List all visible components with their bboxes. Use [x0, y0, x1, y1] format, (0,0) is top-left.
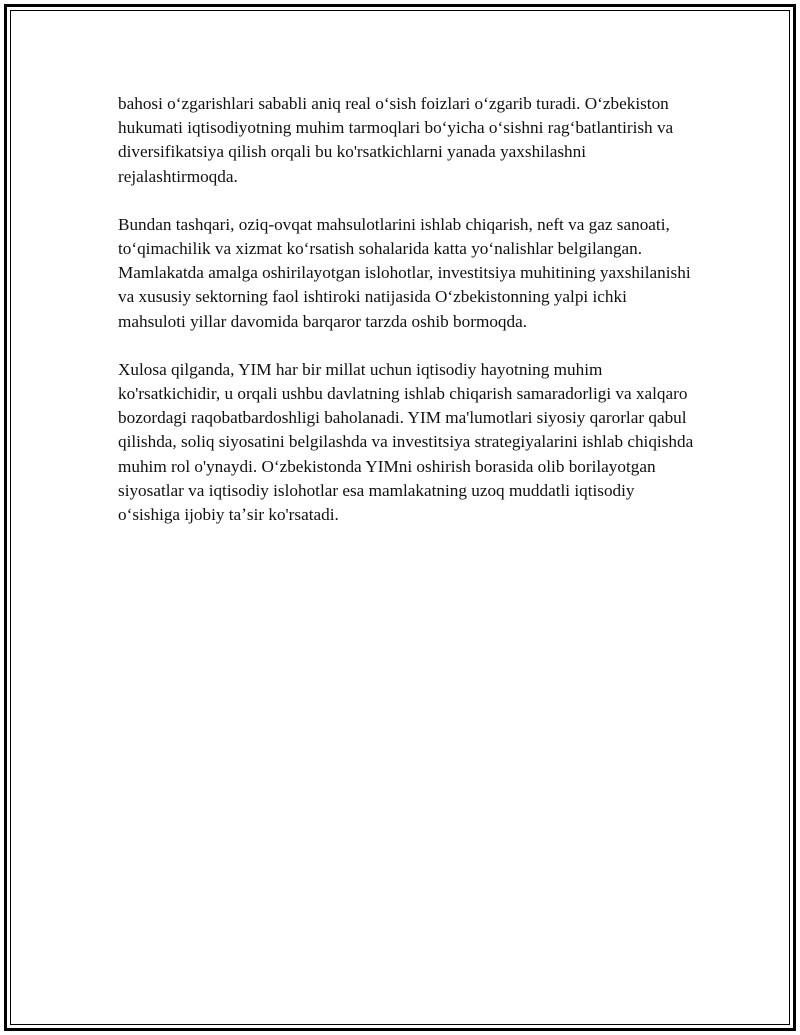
- paragraph-3: Xulosa qilganda, YIM har bir millat uchun iqtisodiy hayotning muhim ko'rsatkichidir, u orqali ushbu davlatning ishlab chiqarish samaradorligi va xalqaro bozordagi raqobatbardoshligi baholanadi. YIM ma'lumotlari siyosiy qarorlar qabul qilishda, soliq siyosatini belgilashda va investitsiya strategiyalarini ishlab chiqishda muhim rol o'ynaydi. Oʻzbekistonda YIMni oshirish borasida olib borilayotgan siyosatlar va iqtisodiy islohotlar esa mamlakatning uzoq muddatli iqtisodiy oʻsishiga ijobiy taʼsir ko'rsatadi.: [118, 359, 694, 525]
- paragraph-2: Bundan tashqari, oziq-ovqat mahsulotlarini ishlab chiqarish, neft va gaz sanoati, toʻqimachilik va xizmat koʻrsatish sohalarida katta yoʻnalishlar belgilangan. Mamlakatda amalga oshirilayotgan islohotlar, investitsiya muhitining yaxshilanishi va xususiy sektorning faol ishtiroki natijasida Oʻzbekistonning yalpi ichki mahsuloti yillar davomida barqaror tarzda oshib bormoqda.: [118, 214, 691, 331]
- paragraph-1: bahosi oʻzgarishlari sababli aniq real oʻsish foizlari oʻzgarib turadi. Oʻzbekiston hukumati iqtisodiyotning muhim tarmoqlari boʻyicha oʻsishni ragʻbatlantirish va diversifikatsiya qilish orqali bu ko'rsatkichlarni yanada yaxshilashni rejalashtirmoqda.: [118, 94, 674, 186]
- document-body: [118, 92, 698, 551]
